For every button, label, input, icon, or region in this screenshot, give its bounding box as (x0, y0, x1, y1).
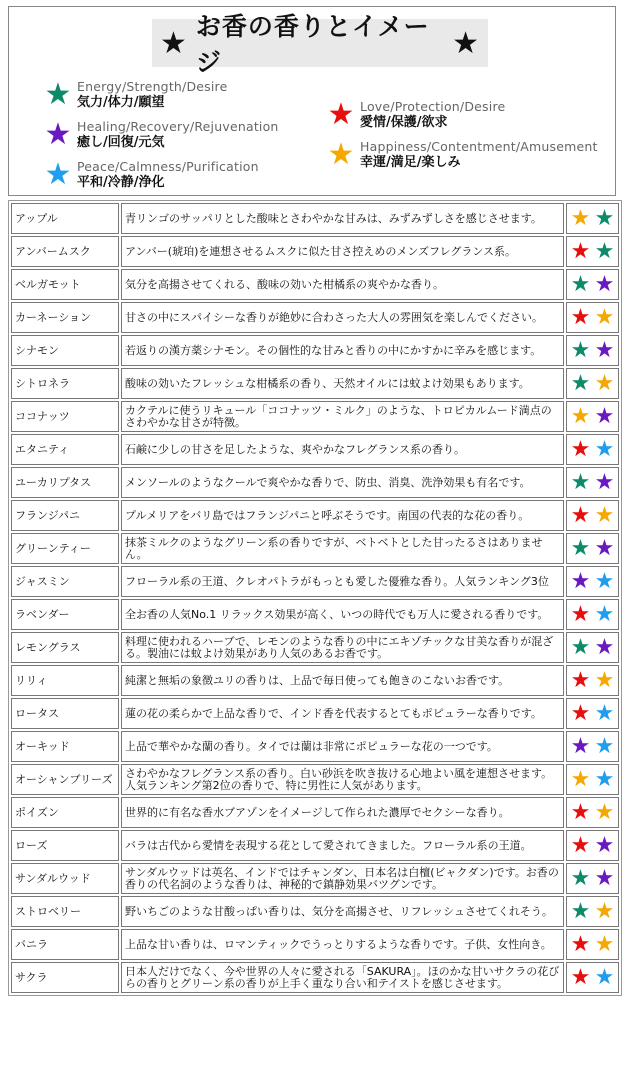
incense-description: 純潔と無垢の象徴ユリの香りは、上品で毎日使っても飽きのこないお香です。 (121, 665, 564, 696)
table-row (11, 830, 619, 861)
incense-description: バラは古代から愛情を表現する花として愛されてきました。フローラル系の王道。 (121, 830, 564, 861)
image-stars (566, 962, 619, 993)
purple-star-icon: ★ (570, 568, 591, 594)
table-row (11, 203, 619, 234)
red-star-icon: ★ (570, 304, 591, 330)
incense-description: 全お香の人気No.1 リラックス効果が高く、いつの時代でも万人に愛される香りです。 (121, 599, 564, 630)
legend-blue-en: Peace/Calmness/Purification (77, 159, 259, 174)
table-row (11, 467, 619, 498)
title-star-icon: ★ (160, 25, 188, 61)
image-stars (566, 566, 619, 597)
incense-description: 石鹸に少しの甘さを足したような、爽やかなフレグランス系の香り。 (121, 434, 564, 465)
incense-table-body (11, 203, 619, 993)
orange-star-icon: ★ (594, 667, 615, 693)
orange-star-icon: ★ (594, 931, 615, 957)
orange-star-icon: ★ (327, 137, 355, 172)
incense-name: サンダルウッド (11, 863, 119, 894)
legend-green-ja: 気力/体力/願望 (77, 95, 165, 110)
image-stars (566, 368, 619, 399)
image-stars (566, 599, 619, 630)
incense-name: ココナッツ (11, 401, 119, 432)
incense-description: 気分を高揚させてくれる、酸味の効いた柑橘系の爽やかな香り。 (121, 269, 564, 300)
incense-description: 上品な甘い香りは、ロマンティックでうっとりするような香りです。子供、女性向き。 (121, 929, 564, 960)
red-star-icon: ★ (570, 436, 591, 462)
incense-name: レモングラス (11, 632, 119, 663)
incense-description: 抹茶ミルクのようなグリーン系の香りですが、ベトベトとした甘ったるさはありません。 (121, 533, 564, 564)
incense-description: 日本人だけでなく、今や世界の人々に愛される「SAKURA」。ほのかな甘いサクラの花びらの香りとグリーン系の香りが上手く重なり合い和テイストを感じさせます。 (121, 962, 564, 993)
table-row (11, 302, 619, 333)
incense-description: 世界的に有名な香水ブアゾンをイメージして作られた濃厚でセクシーな香り。 (121, 797, 564, 828)
legend-blue-ja: 平和/冷静/浄化 (77, 175, 165, 190)
table-row (11, 533, 619, 564)
green-star-icon: ★ (570, 898, 591, 924)
incense-name: カーネーション (11, 302, 119, 333)
red-star-icon: ★ (570, 799, 591, 825)
incense-description: 甘さの中にスパイシーな香りが絶妙に合わさった大人の雰囲気を楽しんでください。 (121, 302, 564, 333)
orange-star-icon: ★ (570, 403, 591, 429)
green-star-icon: ★ (570, 370, 591, 396)
blue-star-icon: ★ (594, 568, 615, 594)
image-stars (566, 203, 619, 234)
orange-star-icon: ★ (594, 304, 615, 330)
incense-description: フローラル系の王道、クレオパトラがもっとも愛した優雅な香り。人気ランキング3位 (121, 566, 564, 597)
image-stars (566, 764, 619, 795)
blue-star-icon: ★ (594, 766, 615, 792)
image-stars (566, 896, 619, 927)
blue-star-icon: ★ (594, 601, 615, 627)
red-star-icon: ★ (570, 931, 591, 957)
green-star-icon: ★ (594, 205, 615, 231)
incense-name: ロータス (11, 698, 119, 729)
image-stars (566, 698, 619, 729)
incense-description: 上品で華やかな蘭の香り。タイでは蘭は非常にポピュラーな花の一つです。 (121, 731, 564, 762)
incense-name: ローズ (11, 830, 119, 861)
incense-name: シトロネラ (11, 368, 119, 399)
table-row (11, 599, 619, 630)
orange-star-icon: ★ (594, 898, 615, 924)
table-row (11, 236, 619, 267)
table-row (11, 368, 619, 399)
legend-panel (8, 6, 616, 196)
incense-description: 料理に使われるハーブで、レモンのような香りの中にエキゾチックな甘美な香りが混ざる。製油には蚊よけ効果があり人気のあるお香です。 (121, 632, 564, 663)
table-row (11, 962, 619, 993)
purple-star-icon: ★ (594, 865, 615, 891)
legend-blue (41, 159, 259, 191)
red-star-icon: ★ (570, 700, 591, 726)
table-row (11, 764, 619, 795)
blue-star-icon: ★ (594, 964, 615, 990)
blue-star-icon: ★ (594, 733, 615, 759)
image-stars (566, 401, 619, 432)
orange-star-icon: ★ (594, 502, 615, 528)
incense-name: オーキッド (11, 731, 119, 762)
red-star-icon: ★ (570, 601, 591, 627)
image-stars (566, 731, 619, 762)
table-row (11, 434, 619, 465)
blue-star-icon: ★ (44, 157, 72, 192)
purple-star-icon: ★ (570, 733, 591, 759)
legend-green-en: Energy/Strength/Desire (77, 79, 228, 94)
incense-description: 野いちごのような甘酸っぱい香りは、気分を高揚させ、リフレッシュさせてくれそう。 (121, 896, 564, 927)
legend-purple-en: Healing/Recovery/Rejuvenation (77, 119, 279, 134)
purple-star-icon: ★ (44, 117, 72, 152)
incense-description: サンダルウッドは英名、インドではチャンダン、日本名は白檀(ビャクダン)です。お香の香りの代名詞のような香りは、神秘的で鎮静効果バツグンです。 (121, 863, 564, 894)
image-stars (566, 236, 619, 267)
image-stars (566, 665, 619, 696)
table-row (11, 665, 619, 696)
incense-description: アンバー(琥珀)を連想させるムスクに似た甘さ控えめのメンズフレグランス系。 (121, 236, 564, 267)
green-star-icon: ★ (570, 469, 591, 495)
table-row (11, 896, 619, 927)
table-row (11, 929, 619, 960)
legend-red (324, 99, 505, 131)
purple-star-icon: ★ (594, 634, 615, 660)
image-stars (566, 467, 619, 498)
page-title-text: お香の香りとイメージ (195, 12, 430, 77)
incense-description: メンソールのようなクールで爽やかな香りで、防虫、消臭、洗浄効果も有名です。 (121, 467, 564, 498)
incense-description: 酸味の効いたフレッシュな柑橘系の香り、天然オイルには蚊よけ効果もあります。 (121, 368, 564, 399)
legend-green (41, 79, 228, 111)
image-stars (566, 335, 619, 366)
incense-name: シナモン (11, 335, 119, 366)
purple-star-icon: ★ (594, 832, 615, 858)
incense-description: カクテルに使うリキュール「ココナッツ・ミルク」のような、トロピカルムード満点のさわやかな甘さが特徴。 (121, 401, 564, 432)
legend-purple (41, 119, 279, 151)
image-stars (566, 797, 619, 828)
incense-name: ジャスミン (11, 566, 119, 597)
incense-name: ポイズン (11, 797, 119, 828)
purple-star-icon: ★ (594, 535, 615, 561)
legend-red-ja: 愛情/保護/欲求 (360, 115, 448, 130)
red-star-icon: ★ (570, 238, 591, 264)
image-stars (566, 302, 619, 333)
image-stars (566, 632, 619, 663)
purple-star-icon: ★ (594, 271, 615, 297)
incense-description: 青リンゴのサッパリとした酸味とさわやかな甘みは、みずみずしさを感じさせます。 (121, 203, 564, 234)
image-stars (566, 863, 619, 894)
purple-star-icon: ★ (594, 469, 615, 495)
table-row (11, 698, 619, 729)
title-star-icon: ★ (452, 25, 480, 61)
page-title (152, 12, 488, 77)
green-star-icon: ★ (570, 865, 591, 891)
blue-star-icon: ★ (594, 436, 615, 462)
table-row (11, 500, 619, 531)
table-row (11, 269, 619, 300)
incense-description: 蓮の花の柔らかで上品な香りで、インド香を代表するとてもポピュラーな香りです。 (121, 698, 564, 729)
table-row (11, 335, 619, 366)
image-stars (566, 269, 619, 300)
table-row (11, 632, 619, 663)
image-stars (566, 500, 619, 531)
incense-name: ストロベリー (11, 896, 119, 927)
table-row (11, 863, 619, 894)
orange-star-icon: ★ (594, 799, 615, 825)
incense-name: ラベンダー (11, 599, 119, 630)
legend-orange (324, 139, 598, 171)
red-star-icon: ★ (570, 502, 591, 528)
incense-name: サクラ (11, 962, 119, 993)
incense-name: フランジパニ (11, 500, 119, 531)
incense-name: ユーカリプタス (11, 467, 119, 498)
green-star-icon: ★ (570, 337, 591, 363)
image-stars (566, 830, 619, 861)
orange-star-icon: ★ (570, 205, 591, 231)
incense-name: アンバームスク (11, 236, 119, 267)
red-star-icon: ★ (570, 832, 591, 858)
green-star-icon: ★ (594, 238, 615, 264)
table-row (11, 731, 619, 762)
purple-star-icon: ★ (594, 337, 615, 363)
incense-name: グリーンティー (11, 533, 119, 564)
orange-star-icon: ★ (570, 766, 591, 792)
blue-star-icon: ★ (594, 700, 615, 726)
table-row (11, 797, 619, 828)
image-stars (566, 434, 619, 465)
incense-description: さわやかなフレグランス系の香り。白い砂浜を吹き抜ける心地よい風を連想させます。人気ランキング第2位の香りで、特に男性に人気があります。 (121, 764, 564, 795)
incense-name: エタニティ (11, 434, 119, 465)
green-star-icon: ★ (44, 77, 72, 112)
incense-name: オーシャンブリーズ (11, 764, 119, 795)
orange-star-icon: ★ (594, 370, 615, 396)
red-star-icon: ★ (570, 964, 591, 990)
image-stars (566, 929, 619, 960)
incense-name: ベルガモット (11, 269, 119, 300)
red-star-icon: ★ (570, 667, 591, 693)
green-star-icon: ★ (570, 271, 591, 297)
incense-name: バニラ (11, 929, 119, 960)
incense-name: リリィ (11, 665, 119, 696)
purple-star-icon: ★ (594, 403, 615, 429)
incense-table (8, 200, 618, 996)
incense-name: アップル (11, 203, 119, 234)
green-star-icon: ★ (570, 535, 591, 561)
incense-description: 若返りの漢方薬シナモン。その個性的な甘みと香りの中にかすかに辛みを感じます。 (121, 335, 564, 366)
legend-red-en: Love/Protection/Desire (360, 99, 506, 114)
table-row (11, 401, 619, 432)
image-stars (566, 533, 619, 564)
legend-orange-ja: 幸運/満足/楽しみ (360, 155, 461, 170)
table-row (11, 566, 619, 597)
legend-orange-en: Happiness/Contentment/Amusement (360, 139, 598, 154)
red-star-icon: ★ (327, 97, 355, 132)
legend-purple-ja: 癒し/回復/元気 (77, 135, 165, 150)
incense-description: プルメリアをバリ島ではフランジパニと呼ぶそうです。南国の代表的な花の香り。 (121, 500, 564, 531)
green-star-icon: ★ (570, 634, 591, 660)
